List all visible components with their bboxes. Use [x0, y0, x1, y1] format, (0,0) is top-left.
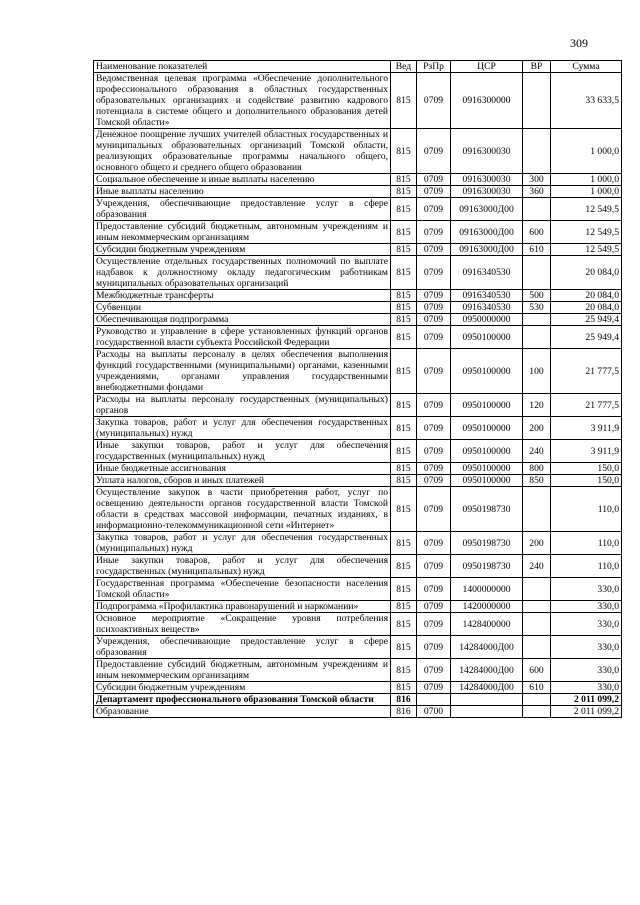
row-name: Закупка товаров, работ и услуг для обеспечения государственных (муниципальных) нужд	[94, 417, 391, 440]
row-sum: 21 777,5	[551, 349, 622, 394]
table-row	[94, 636, 622, 659]
table-row	[94, 244, 622, 256]
row-vr: 100	[523, 349, 551, 394]
row-vr	[523, 73, 551, 129]
table-row	[94, 394, 622, 417]
row-sum: 20 084,0	[551, 290, 622, 302]
row-csr: 0916300030	[451, 186, 523, 198]
row-csr	[451, 694, 523, 706]
row-vr	[523, 129, 551, 174]
row-ved: 816	[391, 694, 417, 706]
row-sum: 150,0	[551, 475, 622, 487]
row-rzpr: 0709	[417, 555, 451, 578]
row-sum: 3 911,9	[551, 417, 622, 440]
row-vr: 200	[523, 532, 551, 555]
row-csr: 1428400000	[451, 613, 523, 636]
table-row	[94, 417, 622, 440]
row-csr: 0950100000	[451, 417, 523, 440]
row-ved: 815	[391, 302, 417, 314]
row-name: Субсидии бюджетным учреждениям	[94, 244, 391, 256]
row-csr: 09163000Д00	[451, 198, 523, 221]
row-rzpr: 0709	[417, 221, 451, 244]
row-name: Осуществление закупок в части приобретения работ, услуг по освещению деятельности органов государственной власти Томской области в средствах массовой информации, печатных изданиях, в информационно-телекоммуникационной сети «Интернет»	[94, 487, 391, 532]
table-row	[94, 129, 622, 174]
row-sum: 1 000,0	[551, 186, 622, 198]
row-sum: 110,0	[551, 555, 622, 578]
row-ved: 815	[391, 682, 417, 694]
row-ved: 815	[391, 73, 417, 129]
row-vr: 610	[523, 682, 551, 694]
row-name: Иные бюджетные ассигнования	[94, 463, 391, 475]
budget-table	[93, 60, 622, 718]
row-ved: 815	[391, 174, 417, 186]
row-csr: 0916340530	[451, 302, 523, 314]
row-name: Иные закупки товаров, работ и услуг для обеспечения государственных (муниципальных) нужд	[94, 440, 391, 463]
row-sum: 20 084,0	[551, 302, 622, 314]
row-rzpr: 0709	[417, 290, 451, 302]
row-rzpr: 0709	[417, 417, 451, 440]
table-row	[94, 475, 622, 487]
row-csr: 1400000000	[451, 578, 523, 601]
table-row	[94, 186, 622, 198]
row-name: Социальное обеспечение и иные выплаты населению	[94, 174, 391, 186]
table-row	[94, 694, 622, 706]
row-sum: 20 084,0	[551, 256, 622, 290]
row-sum: 25 949,4	[551, 314, 622, 326]
table-row	[94, 349, 622, 394]
row-name: Предоставление субсидий бюджетным, автономным учреждениям и иным некоммерческим организациям	[94, 659, 391, 682]
row-name: Иные выплаты населению	[94, 186, 391, 198]
row-vr: 530	[523, 302, 551, 314]
row-name: Расходы на выплаты персоналу государственных (муниципальных) органов	[94, 394, 391, 417]
table-row	[94, 682, 622, 694]
row-ved: 815	[391, 417, 417, 440]
table-row	[94, 659, 622, 682]
row-sum: 33 633,5	[551, 73, 622, 129]
row-sum: 110,0	[551, 487, 622, 532]
row-rzpr: 0709	[417, 682, 451, 694]
row-name: Департамент профессионального образования Томской области	[94, 694, 391, 706]
row-vr	[523, 694, 551, 706]
row-name: Учреждения, обеспечивающие предоставление услуг в сфере образования	[94, 198, 391, 221]
row-csr: 0916300000	[451, 73, 523, 129]
row-name: Образование	[94, 706, 391, 718]
row-ved: 815	[391, 636, 417, 659]
row-vr: 300	[523, 174, 551, 186]
table-row	[94, 613, 622, 636]
row-name: Осуществление отдельных государственных полномочий по выплате надбавок к должностному окладу педагогическим работникам муниципальных образовательных организаций	[94, 256, 391, 290]
row-sum: 25 949,4	[551, 326, 622, 349]
row-vr: 600	[523, 221, 551, 244]
row-rzpr: 0709	[417, 487, 451, 532]
table-header-row	[94, 61, 622, 73]
row-ved: 815	[391, 532, 417, 555]
row-sum: 330,0	[551, 601, 622, 613]
row-csr: 0950100000	[451, 349, 523, 394]
row-csr: 1420000000	[451, 601, 523, 613]
row-sum: 330,0	[551, 659, 622, 682]
header-rzpr: РзПр	[417, 61, 451, 73]
row-rzpr: 0709	[417, 174, 451, 186]
row-csr: 0916300030	[451, 174, 523, 186]
row-name: Обеспечивающая подпрограмма	[94, 314, 391, 326]
row-vr	[523, 613, 551, 636]
row-csr	[451, 706, 523, 718]
row-name: Субвенции	[94, 302, 391, 314]
row-csr: 0950100000	[451, 440, 523, 463]
row-rzpr: 0709	[417, 613, 451, 636]
row-vr	[523, 314, 551, 326]
row-vr	[523, 601, 551, 613]
row-vr: 200	[523, 417, 551, 440]
row-ved: 815	[391, 256, 417, 290]
row-sum: 110,0	[551, 532, 622, 555]
table-row	[94, 601, 622, 613]
row-sum: 3 911,9	[551, 440, 622, 463]
row-vr: 240	[523, 555, 551, 578]
table-row	[94, 73, 622, 129]
row-name: Руководство и управление в сфере установленных функций органов государственной власти субъекта Российской Федерации	[94, 326, 391, 349]
row-ved: 815	[391, 129, 417, 174]
row-rzpr: 0709	[417, 394, 451, 417]
row-rzpr: 0709	[417, 73, 451, 129]
row-sum: 2 011 099,2	[551, 694, 622, 706]
row-name: Субсидии бюджетным учреждениям	[94, 682, 391, 694]
row-rzpr: 0709	[417, 463, 451, 475]
row-vr	[523, 198, 551, 221]
row-csr: 0916300030	[451, 129, 523, 174]
header-name: Наименование показателей	[94, 61, 391, 73]
row-name: Предоставление субсидий бюджетным, автономным учреждениям и иным некоммерческим организациям	[94, 221, 391, 244]
table-row	[94, 302, 622, 314]
table-row	[94, 706, 622, 718]
row-name: Расходы на выплаты персоналу в целях обеспечения выполнения функций государственными (муниципальными) органами, казенными учреждениями, органами управления государственными внебюджетными фондами	[94, 349, 391, 394]
row-ved: 815	[391, 659, 417, 682]
row-ved: 815	[391, 601, 417, 613]
row-sum: 150,0	[551, 463, 622, 475]
row-sum: 330,0	[551, 613, 622, 636]
row-csr: 14284000Д00	[451, 659, 523, 682]
row-csr: 0950100000	[451, 463, 523, 475]
row-rzpr: 0709	[417, 326, 451, 349]
row-rzpr: 0709	[417, 440, 451, 463]
table-row	[94, 532, 622, 555]
row-rzpr: 0709	[417, 578, 451, 601]
table-row	[94, 198, 622, 221]
row-ved: 815	[391, 221, 417, 244]
row-sum: 330,0	[551, 578, 622, 601]
row-vr: 500	[523, 290, 551, 302]
row-vr: 360	[523, 186, 551, 198]
row-ved: 815	[391, 487, 417, 532]
row-csr: 0950000000	[451, 314, 523, 326]
row-ved: 815	[391, 198, 417, 221]
row-vr: 850	[523, 475, 551, 487]
row-csr: 0950100000	[451, 475, 523, 487]
row-rzpr	[417, 694, 451, 706]
row-rzpr: 0700	[417, 706, 451, 718]
row-sum: 12 549,5	[551, 198, 622, 221]
row-csr: 0916340530	[451, 290, 523, 302]
row-name: Иные закупки товаров, работ и услуг для обеспечения государственных (муниципальных) нужд	[94, 555, 391, 578]
row-vr	[523, 636, 551, 659]
row-vr	[523, 706, 551, 718]
table-row	[94, 578, 622, 601]
row-rzpr: 0709	[417, 349, 451, 394]
row-name: Подпрограмма «Профилактика правонарушений и наркомании»	[94, 601, 391, 613]
row-rzpr: 0709	[417, 256, 451, 290]
row-csr: 0950198730	[451, 555, 523, 578]
row-ved: 815	[391, 463, 417, 475]
row-csr: 0950198730	[451, 532, 523, 555]
row-ved: 815	[391, 290, 417, 302]
table-row	[94, 174, 622, 186]
row-vr	[523, 256, 551, 290]
row-ved: 815	[391, 555, 417, 578]
row-name: Учреждения, обеспечивающие предоставление услуг в сфере образования	[94, 636, 391, 659]
row-csr: 14284000Д00	[451, 636, 523, 659]
table-row	[94, 555, 622, 578]
row-rzpr: 0709	[417, 475, 451, 487]
row-ved: 815	[391, 394, 417, 417]
row-ved: 816	[391, 706, 417, 718]
row-vr	[523, 487, 551, 532]
header-csr: ЦСР	[451, 61, 523, 73]
row-rzpr: 0709	[417, 129, 451, 174]
table-body	[94, 73, 622, 718]
row-rzpr: 0709	[417, 601, 451, 613]
row-name: Государственная программа «Обеспечение безопасности населения Томской области»	[94, 578, 391, 601]
row-vr	[523, 578, 551, 601]
row-vr: 610	[523, 244, 551, 256]
row-csr: 09163000Д00	[451, 244, 523, 256]
row-csr: 09163000Д00	[451, 221, 523, 244]
row-name: Денежное поощрение лучших учителей областных государственных и муниципальных образовательных организаций Томской области, реализующих образовательные программы начального общего, основного общего и среднего общего образования	[94, 129, 391, 174]
row-ved: 815	[391, 613, 417, 636]
row-csr: 0950100000	[451, 326, 523, 349]
row-vr: 240	[523, 440, 551, 463]
row-ved: 815	[391, 244, 417, 256]
table-row	[94, 256, 622, 290]
header-sum: Сумма	[551, 61, 622, 73]
table-row	[94, 326, 622, 349]
page-number: 309	[570, 36, 588, 50]
table-row	[94, 221, 622, 244]
row-sum: 2 011 099,2	[551, 706, 622, 718]
row-csr: 0916340530	[451, 256, 523, 290]
row-ved: 815	[391, 186, 417, 198]
row-ved: 815	[391, 440, 417, 463]
row-name: Основное мероприятие «Сокращение уровня потребления психоактивных веществ»	[94, 613, 391, 636]
row-vr: 120	[523, 394, 551, 417]
table-row	[94, 487, 622, 532]
table-row	[94, 314, 622, 326]
row-name: Закупка товаров, работ и услуг для обеспечения государственных (муниципальных) нужд	[94, 532, 391, 555]
table-row	[94, 440, 622, 463]
header-vr: ВР	[523, 61, 551, 73]
row-name: Ведомственная целевая программа «Обеспечение дополнительного профессионального образования в областных государственных образовательных организациях и содействие развитию кадрового потенциала в системе общего и дополнительного образования детей Томской области»	[94, 73, 391, 129]
row-rzpr: 0709	[417, 659, 451, 682]
table-row	[94, 290, 622, 302]
header-ved: Вед	[391, 61, 417, 73]
row-vr	[523, 326, 551, 349]
row-rzpr: 0709	[417, 302, 451, 314]
row-ved: 815	[391, 326, 417, 349]
row-rzpr: 0709	[417, 186, 451, 198]
row-rzpr: 0709	[417, 636, 451, 659]
row-csr: 14284000Д00	[451, 682, 523, 694]
row-rzpr: 0709	[417, 244, 451, 256]
row-sum: 330,0	[551, 682, 622, 694]
row-csr: 0950100000	[451, 394, 523, 417]
row-sum: 1 000,0	[551, 174, 622, 186]
row-name: Уплата налогов, сборов и иных платежей	[94, 475, 391, 487]
row-name: Межбюджетные трансферты	[94, 290, 391, 302]
row-rzpr: 0709	[417, 314, 451, 326]
row-vr: 600	[523, 659, 551, 682]
row-sum: 1 000,0	[551, 129, 622, 174]
row-ved: 815	[391, 349, 417, 394]
row-sum: 12 549,5	[551, 244, 622, 256]
row-rzpr: 0709	[417, 198, 451, 221]
row-rzpr: 0709	[417, 532, 451, 555]
row-sum: 12 549,5	[551, 221, 622, 244]
row-vr: 800	[523, 463, 551, 475]
row-csr: 0950198730	[451, 487, 523, 532]
row-ved: 815	[391, 578, 417, 601]
row-ved: 815	[391, 475, 417, 487]
row-sum: 330,0	[551, 636, 622, 659]
row-sum: 21 777,5	[551, 394, 622, 417]
table-row	[94, 463, 622, 475]
row-ved: 815	[391, 314, 417, 326]
